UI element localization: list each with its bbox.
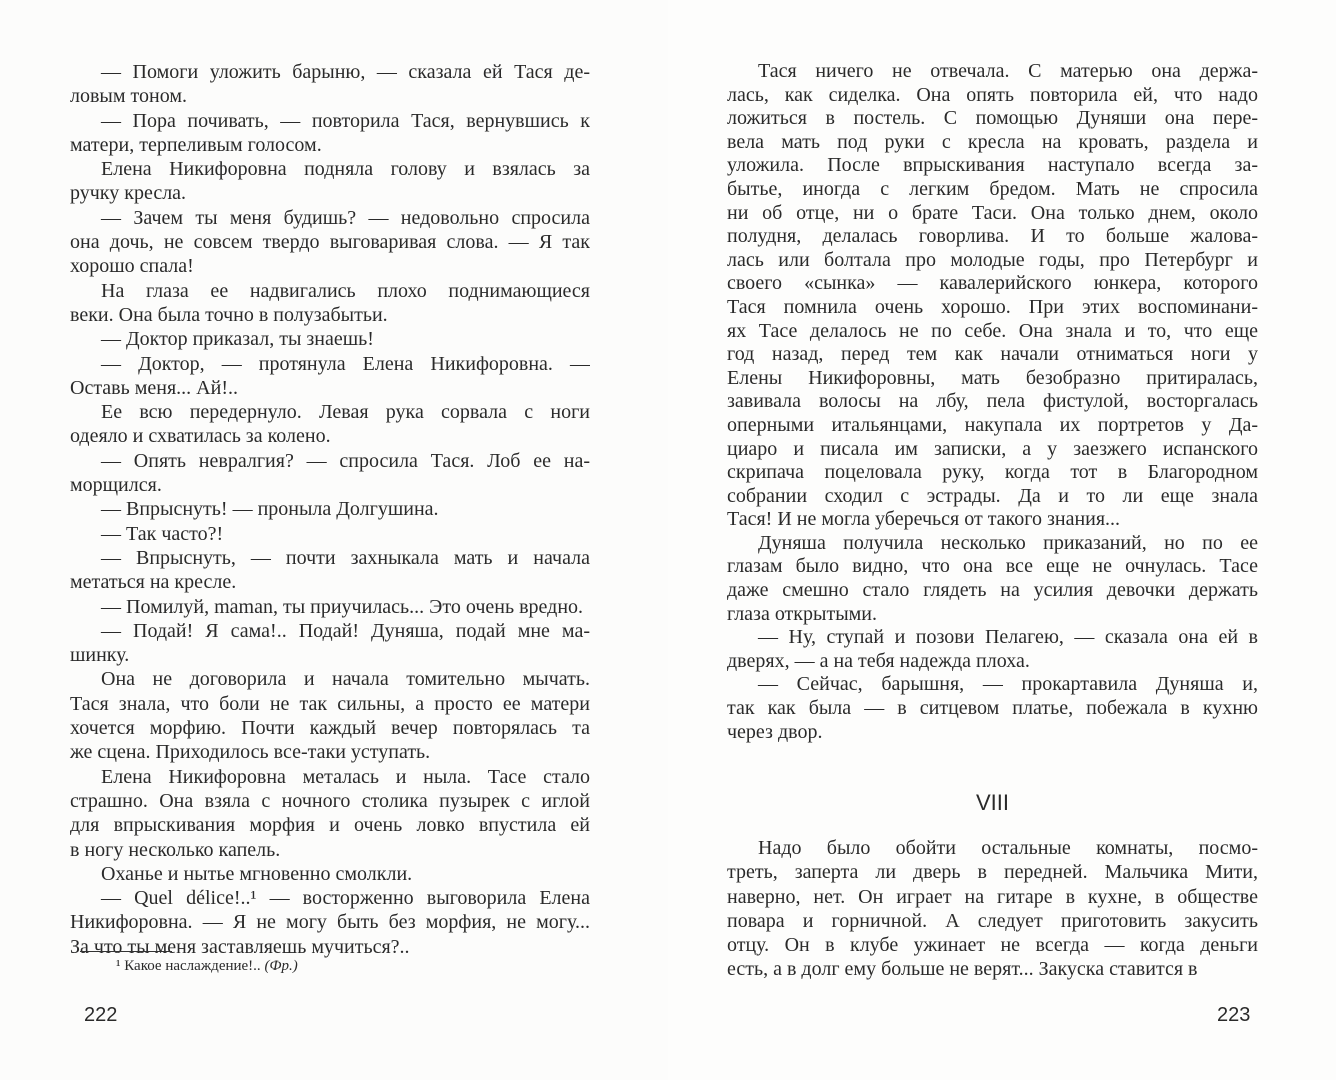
footnote-mark: ¹ (116, 958, 121, 974)
text-line: Дуняша получила несколько приказаний, но по ее (758, 531, 1258, 554)
text-line: хорошо спала! (70, 255, 194, 278)
paragraph (70, 157, 590, 206)
text-line: страшно. Она взяла с ночного столика пузырек с иглой (70, 789, 590, 812)
paragraph (70, 109, 590, 158)
text-line: год назад, перед тем как начали отниматься ноги у (727, 343, 1258, 366)
text-line: — Зачем ты меня будишь? — недовольно спросила (101, 206, 590, 229)
text-line: ях Тасе делалось не по себе. Она знала и то, что еще (727, 319, 1258, 342)
footnote-lang-note: (Фр.) (264, 958, 298, 974)
text-line: глазам было видно, что она все еще не очнулась. Тасе (727, 555, 1258, 578)
text-line: — Ну, ступай и позови Пелагею, — сказала она ей в (758, 626, 1258, 649)
text-line: — Помоги уложить барыню, — сказала ей Тася де- (101, 61, 590, 83)
paragraph (70, 497, 590, 521)
left-page-text (70, 60, 590, 959)
text-line: веки. Она была точно в полузабытьи. (70, 303, 388, 326)
text-line: через двор. (727, 720, 823, 743)
text-line: вела мать под руки с кресла на кровать, раздела и (727, 130, 1258, 153)
text-line: треть, заперта ли дверь в передней. Мальчика Мити, (727, 861, 1258, 884)
text-line: полудня, делалась говорлива. И то больше жалова- (727, 225, 1258, 248)
paragraph (727, 532, 1258, 626)
paragraph (70, 352, 590, 401)
paragraph (70, 327, 590, 351)
text-line: ни об отце, ни о брате Таси. Она только днем, около (727, 201, 1258, 224)
right-page (668, 0, 1336, 1080)
paragraph (727, 60, 1258, 532)
text-line: хочется морфию. Почти каждый вечер повторялась та (70, 717, 590, 740)
text-line: для впрыскивания морфия и очень ловко впустила ей (70, 814, 590, 837)
paragraph (70, 546, 590, 595)
text-line: даже смешно стало глядеть на усилия девочки держать (727, 579, 1258, 602)
text-line: матери, терпеливым голосом. (70, 133, 322, 156)
paragraph (70, 206, 590, 279)
text-line: она дочь, не совсем твердо выговаривая слова. — Я так (70, 231, 590, 254)
text-line: собрании сходил с эстрады. Да и то ли еще знала (727, 484, 1258, 507)
text-line: ловым тоном. (70, 85, 187, 108)
text-line: шинку. (70, 644, 130, 667)
right-page-text (727, 60, 1258, 744)
text-line: есть, а в долг ему больше не верят... Закуска ставится в (727, 958, 1198, 981)
paragraph (70, 619, 590, 668)
text-line: Елена Никифоровна металась и ныла. Тасе стало (101, 765, 590, 788)
text-line: так как была — в ситцевом платье, побежала в кухню (727, 697, 1258, 720)
page-number-left: 222 (84, 1004, 118, 1026)
text-line: ручку кресла. (70, 182, 187, 205)
chapter-text (727, 836, 1258, 982)
footnote-divider (80, 951, 172, 952)
paragraph (70, 522, 590, 546)
paragraph (70, 862, 590, 886)
text-line: Надо было обойти остальные комнаты, посмо- (758, 837, 1258, 859)
text-line: скрипача поцеловала руку, когда тот в Благородном (727, 461, 1258, 484)
text-line: глаза открытыми. (727, 602, 877, 625)
text-line: своего «сынка» — кавалерийского юнкера, которого (727, 272, 1258, 295)
text-line: — Доктор приказал, ты знаешь! (101, 328, 374, 351)
paragraph (70, 60, 590, 109)
text-line: циаро и писала им записки, а у заезжего испанского (727, 437, 1258, 460)
page-number-right: 223 (1217, 1004, 1251, 1026)
text-line: завивала волосы на лбу, пела фистулой, восторгалась (727, 390, 1258, 413)
text-line: лась или болтала про молодые годы, про Петербург и (727, 248, 1258, 271)
paragraph (727, 836, 1258, 982)
text-line: — Впрыснуть, — почти захныкала мать и начала (101, 546, 590, 569)
text-line: метаться на кресле. (70, 571, 237, 594)
text-line: отцу. Он в клубе ужинает не всегда — когда деньги (727, 934, 1258, 957)
paragraph (70, 279, 590, 328)
paragraph (70, 449, 590, 498)
text-line: оперными итальянцами, накупала их портретов у Да- (727, 413, 1258, 436)
text-line: Никифоровна. — Я не могу быть без морфия, не могу... (70, 911, 590, 934)
text-line: же сцена. Приходилось все-таки уступать. (70, 741, 431, 764)
text-line: Тася помнила очень хорошо. При этих воспоминани- (727, 295, 1258, 318)
text-line: — Доктор, — протянула Елена Никифоровна. — (101, 352, 590, 375)
text-line: — Quel délice!..¹ — восторженно выговорила Елена (101, 887, 590, 910)
text-line: Елены Никифоровны, мать безобразно притиралась, (727, 366, 1258, 389)
paragraph (70, 667, 590, 764)
text-line: наверно, нет. Он играет на гитаре в кухне, в обществе (727, 885, 1258, 908)
text-line: Тася ничего не отвечала. С матерью она держа- (758, 60, 1258, 82)
text-line: За что ты меня заставляешь мучиться?.. (70, 935, 410, 958)
paragraph (70, 886, 590, 959)
text-line: в ногу несколько капель. (70, 838, 281, 861)
text-line: — Опять невралгия? — спросила Тася. Лоб ее на- (101, 449, 590, 472)
paragraph (727, 626, 1258, 673)
text-line: — Впрыснуть! — проныла Долгушина. (101, 498, 439, 521)
paragraph (70, 765, 590, 862)
text-line: морщился. (70, 474, 162, 497)
text-line: Тася знала, что боли не так сильны, а просто ее матери (70, 692, 590, 715)
text-line: Тася! И не могла уберечься от такого знания... (727, 508, 1121, 531)
paragraph (70, 400, 590, 449)
text-line: одеяло и схватилась за колено. (70, 425, 331, 448)
text-line: На глаза ее надвигались плохо поднимающиеся (101, 279, 590, 302)
text-line: Оставь меня... Ай!.. (70, 376, 238, 399)
text-line: уложила. После впрыскивания наступало всегда за- (727, 154, 1258, 177)
footnote (116, 958, 298, 975)
paragraph (727, 673, 1258, 744)
text-line: повара и горничной. А следует приготовить закусить (727, 909, 1258, 932)
text-line: лась, как сиделка. Она опять повторила ей, что надо (727, 83, 1258, 106)
text-line: бытье, иногда с легким бредом. Мать не спросила (727, 177, 1258, 200)
text-line: Оханье и нытье мгновенно смолкли. (101, 862, 413, 885)
footnote-text: Какое наслаждение!.. (124, 958, 261, 974)
text-line: — Сейчас, барышня, — прокартавила Дуняша и, (758, 673, 1258, 696)
text-line: — Пора почивать, — повторила Тася, вернувшись к (101, 109, 590, 132)
text-line: ложиться в постель. С помощью Дуняши она пере- (727, 107, 1258, 130)
text-line: дверях, — а на тебя надежда плоха. (727, 649, 1030, 672)
text-line: — Подай! Я сама!.. Подай! Дуняша, подай мне ма- (101, 619, 590, 642)
chapter-heading: VIII (975, 790, 1009, 815)
text-line: — Так часто?! (101, 522, 224, 545)
paragraph (70, 595, 590, 619)
text-line: — Помилуй, maman, ты приучилась... Это очень вредно. (101, 595, 584, 618)
text-line: Ее всю передернуло. Левая рука сорвала с ноги (101, 401, 590, 424)
text-line: Елена Никифоровна подняла голову и взялась за (101, 158, 590, 181)
text-line: Она не договорила и начала томительно мычать. (101, 668, 590, 691)
